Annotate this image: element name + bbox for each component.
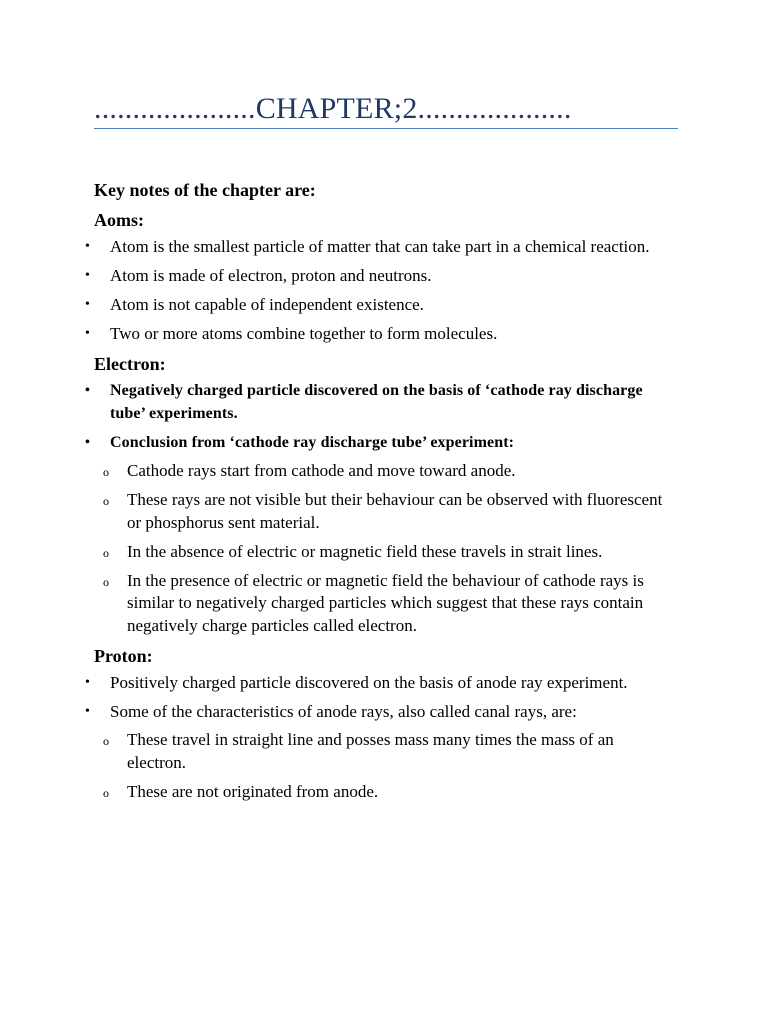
list-item-text: Positively charged particle discovered on the basis of anode ray experiment. (110, 672, 628, 692)
list-item-text: Conclusion from ‘cathode ray discharge tube’ experiment: (110, 433, 515, 451)
sublist-item (0, 570, 768, 638)
list-item (0, 236, 768, 259)
circle-bullet-icon: o (103, 574, 109, 589)
content-body (0, 178, 768, 810)
list-item (0, 701, 768, 804)
list-item (0, 380, 768, 425)
title-underline (94, 128, 678, 129)
sublist-item-text: In the presence of electric or magnetic field the behaviour of cathode rays is similar to negatively charged particles which suggest that these rays contain negatively charge particles called electron. (127, 570, 644, 635)
chapter-title: .....................CHAPTER;2.................... (94, 92, 572, 125)
circle-bullet-icon: o (103, 545, 109, 560)
list-item (0, 294, 768, 317)
bullet-icon: • (85, 268, 90, 283)
list-item (0, 672, 768, 695)
circle-bullet-icon: o (103, 465, 109, 479)
bullet-icon: • (85, 326, 90, 341)
electron-list (0, 380, 768, 637)
circle-bullet-icon: o (103, 785, 109, 800)
sublist-item (0, 541, 768, 564)
sublist-item-text: These are not originated from anode. (127, 781, 379, 801)
anode-ray-sublist (0, 729, 768, 803)
conclusion-sublist (0, 460, 768, 637)
list-item-text: Two or more atoms combine together to form molecules. (110, 324, 498, 343)
list-item-text: Some of the characteristics of anode rays, also called canal rays, are: (110, 701, 577, 721)
circle-bullet-icon: o (103, 734, 109, 748)
sublist-item (0, 489, 768, 534)
proton-list (0, 672, 768, 804)
circle-bullet-icon: o (103, 494, 109, 508)
bullet-icon: • (85, 383, 91, 398)
intro-heading: Key notes of the chapter are: (94, 180, 316, 200)
section-heading-atoms: Aoms: (94, 210, 144, 230)
list-item (0, 432, 768, 638)
list-item-text: Negatively charged particle discovered on the basis of ‘cathode ray discharge tube’ experiments. (110, 382, 643, 422)
sublist-item (0, 781, 768, 804)
sublist-item-text: Cathode rays start from cathode and move toward anode. (127, 461, 516, 480)
sublist-item (0, 729, 768, 774)
list-item-text: Atom is made of electron, proton and neutrons. (110, 266, 432, 285)
section-heading-proton: Proton: (94, 645, 153, 666)
list-item-text: Atom is the smallest particle of matter that can take part in a chemical reaction. (110, 237, 650, 256)
sublist-item-text: These travel in straight line and posses mass many times the mass of an electron. (127, 730, 614, 772)
list-item (0, 323, 768, 346)
sublist-item (0, 460, 768, 483)
bullet-icon: • (85, 297, 90, 312)
bullet-icon: • (85, 674, 90, 690)
section-heading-electron: Electron: (94, 354, 166, 374)
bullet-icon: • (85, 434, 91, 450)
atoms-list (0, 236, 768, 346)
bullet-icon: • (85, 703, 90, 719)
sublist-item-text: These rays are not visible but their behaviour can be observed with fluorescent or phosphorus sent material. (127, 490, 663, 532)
list-item-text: Atom is not capable of independent existence. (110, 295, 424, 314)
sublist-item-text: In the absence of electric or magnetic field these travels in strait lines. (127, 541, 603, 561)
list-item (0, 265, 768, 288)
bullet-icon: • (85, 239, 90, 254)
